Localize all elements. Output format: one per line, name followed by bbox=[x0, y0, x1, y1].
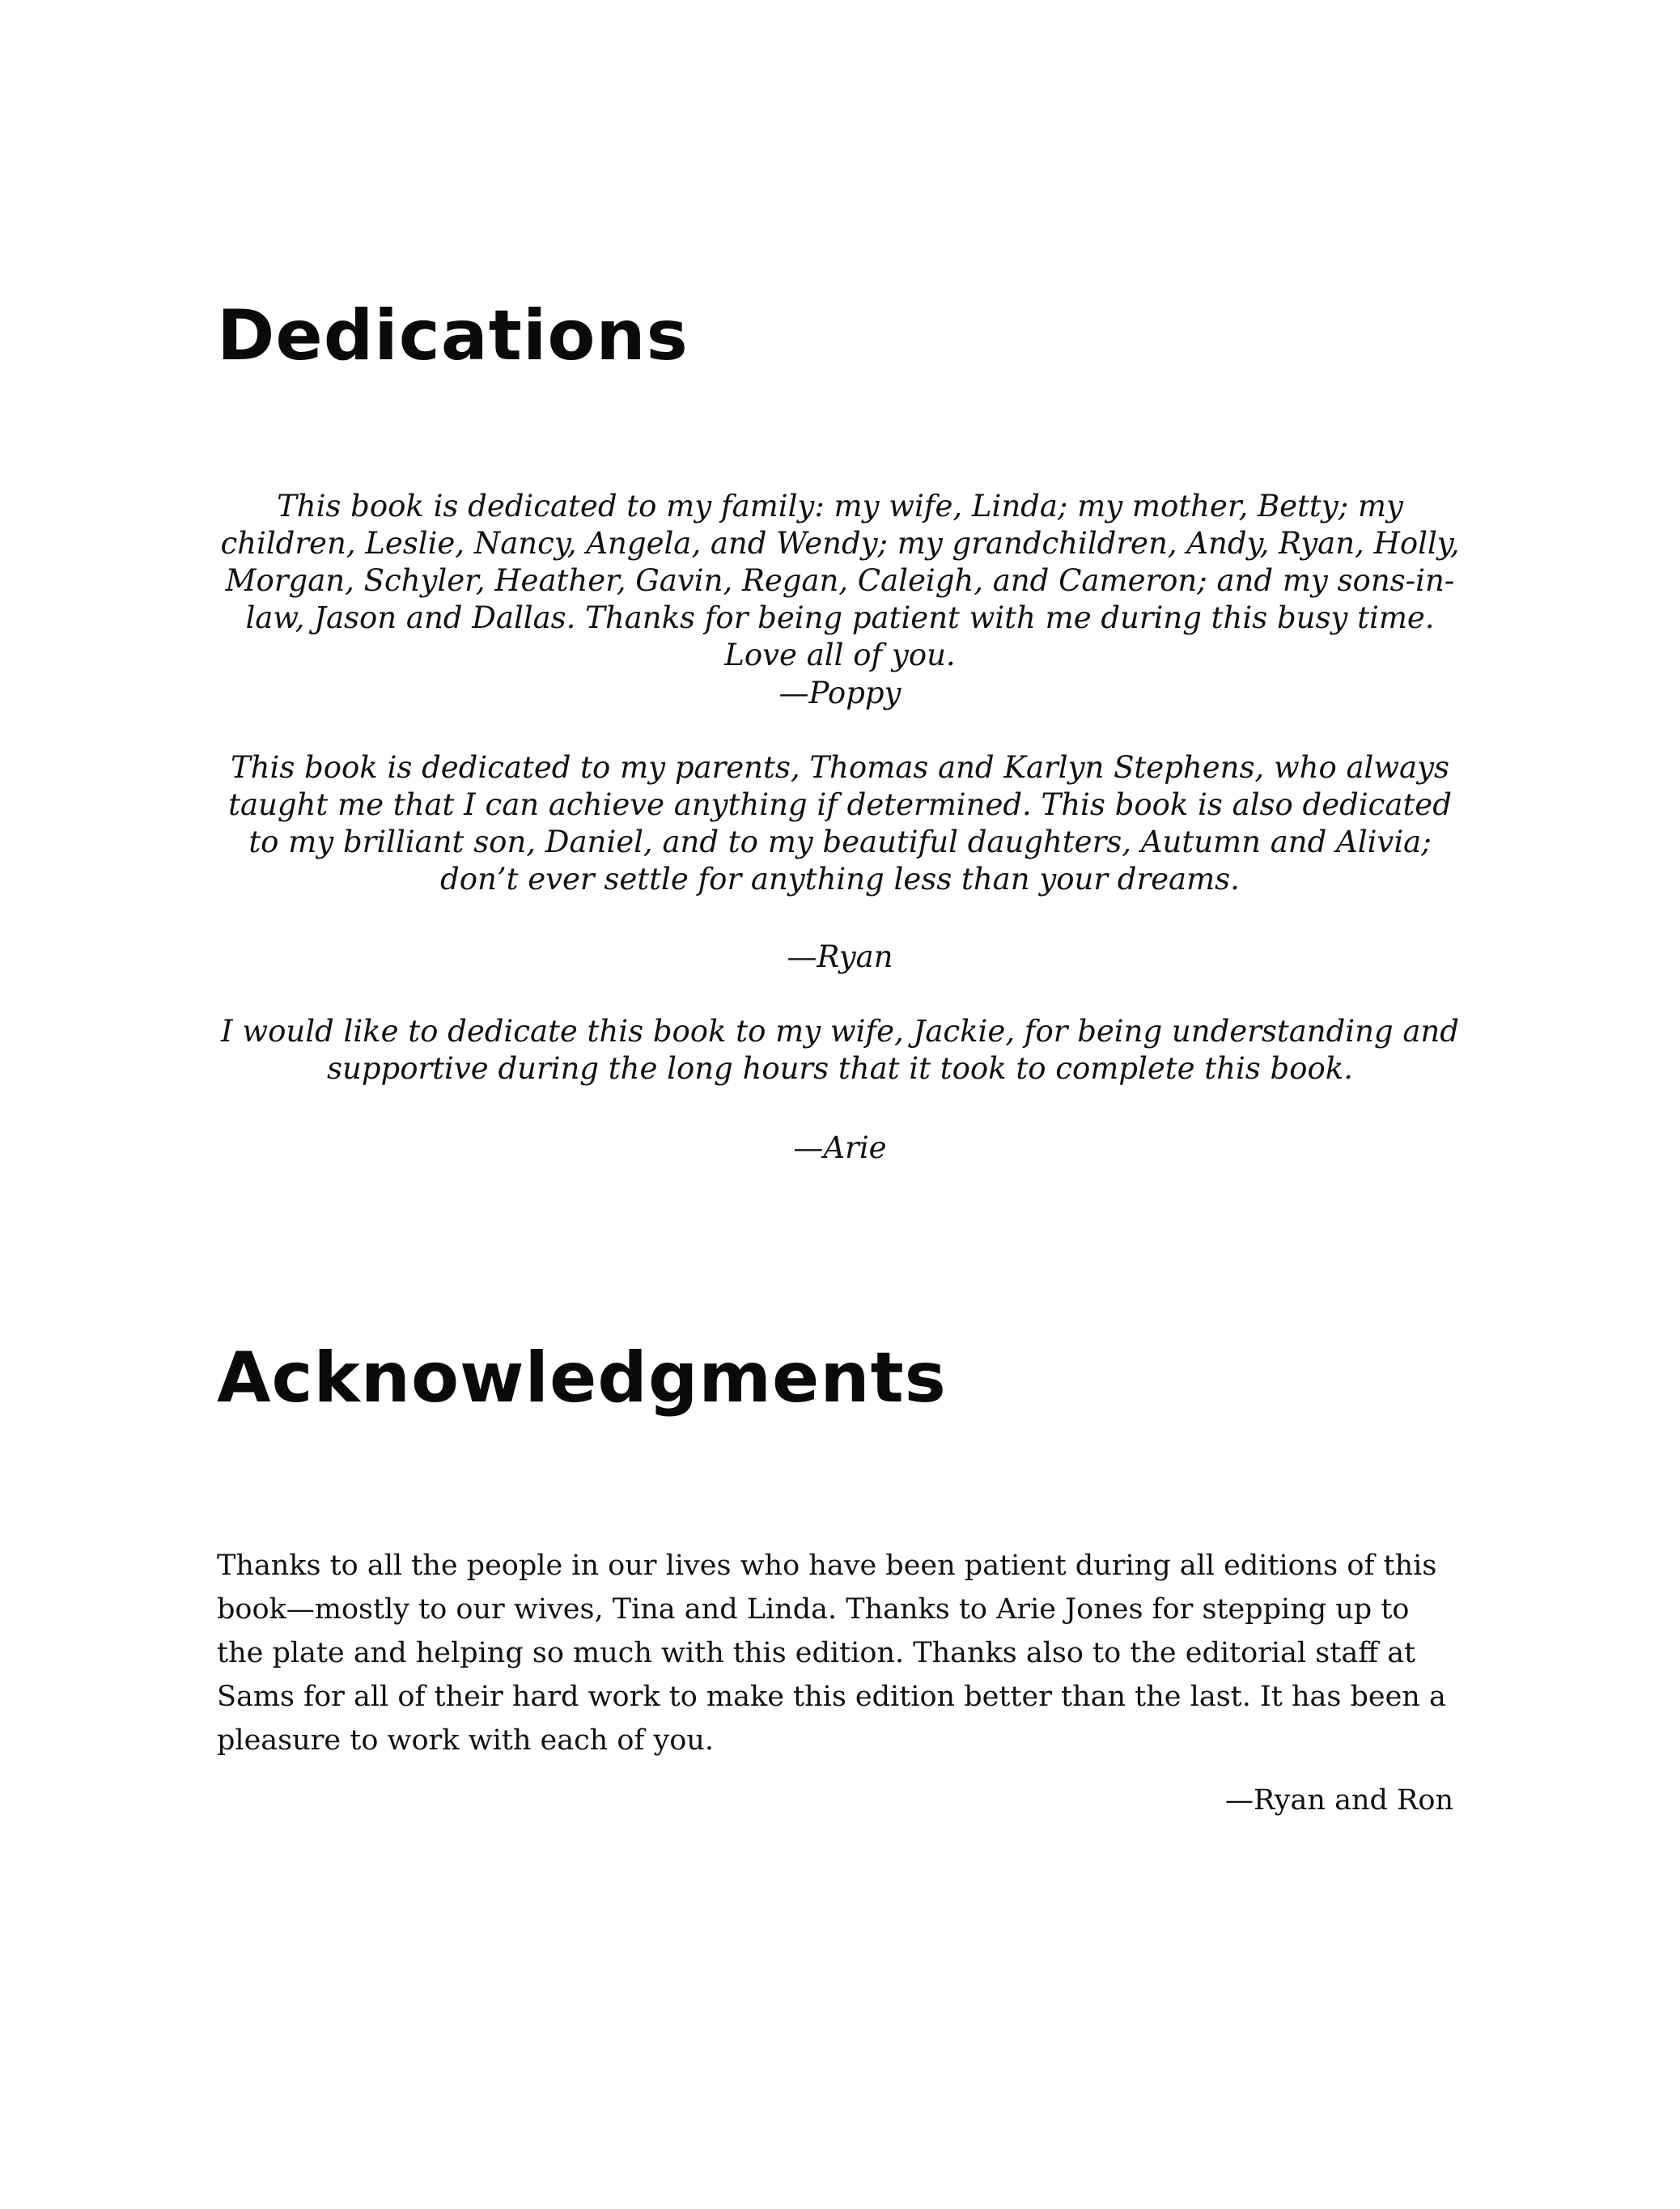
dedications-heading: Dedications bbox=[217, 295, 689, 376]
acknowledgments-heading: Acknowledgments bbox=[217, 1338, 947, 1418]
dedication-signature-arie: —Arie bbox=[793, 1130, 887, 1165]
dedication-text-poppy: This book is dedicated to my family: my wife, Linda; my mother, Betty; my children, Leslie, Nancy, Angela, and Wendy; my grandchildren, Andy, Ryan, Holly, Morgan, Schyler, Heather, Gavin, Regan, Caleigh, and Cameron; and my sons-in-law, Jason and Dallas. Thanks for being patient with me during this busy time. Love all of you. bbox=[220, 489, 1460, 672]
dedication-signature-poppy: —Poppy bbox=[778, 676, 902, 710]
dedication-signature-ryan: —Ryan bbox=[787, 939, 893, 974]
dedication-text-arie: I would like to dedicate this book to my wife, Jackie, for being understanding and supportive during the long hours that it took to complete this book. bbox=[221, 1014, 1459, 1086]
dedication-text-ryan: This book is dedicated to my parents, Thomas and Karlyn Stephens, who always taught me that I can achieve anything if determined. This book is also dedicated to my brilliant son, Daniel, and to my beautiful daughters, Autumn and Alivia; don’t ever settle for anything less than your dreams. bbox=[228, 750, 1452, 897]
acknowledgments-text: Thanks to all the people in our lives who have been patient during all editions of this book—mostly to our wives, Tina and Linda. Thanks to Arie Jones for stepping up to the plate and helping so much with this edition. Thanks also to the editorial staff at Sams for all of their hard work to make this edition better than the last. It has been a pleasure to work with each of you. bbox=[217, 1550, 1446, 1757]
acknowledgments-signature: —Ryan and Ron bbox=[1225, 1784, 1453, 1817]
